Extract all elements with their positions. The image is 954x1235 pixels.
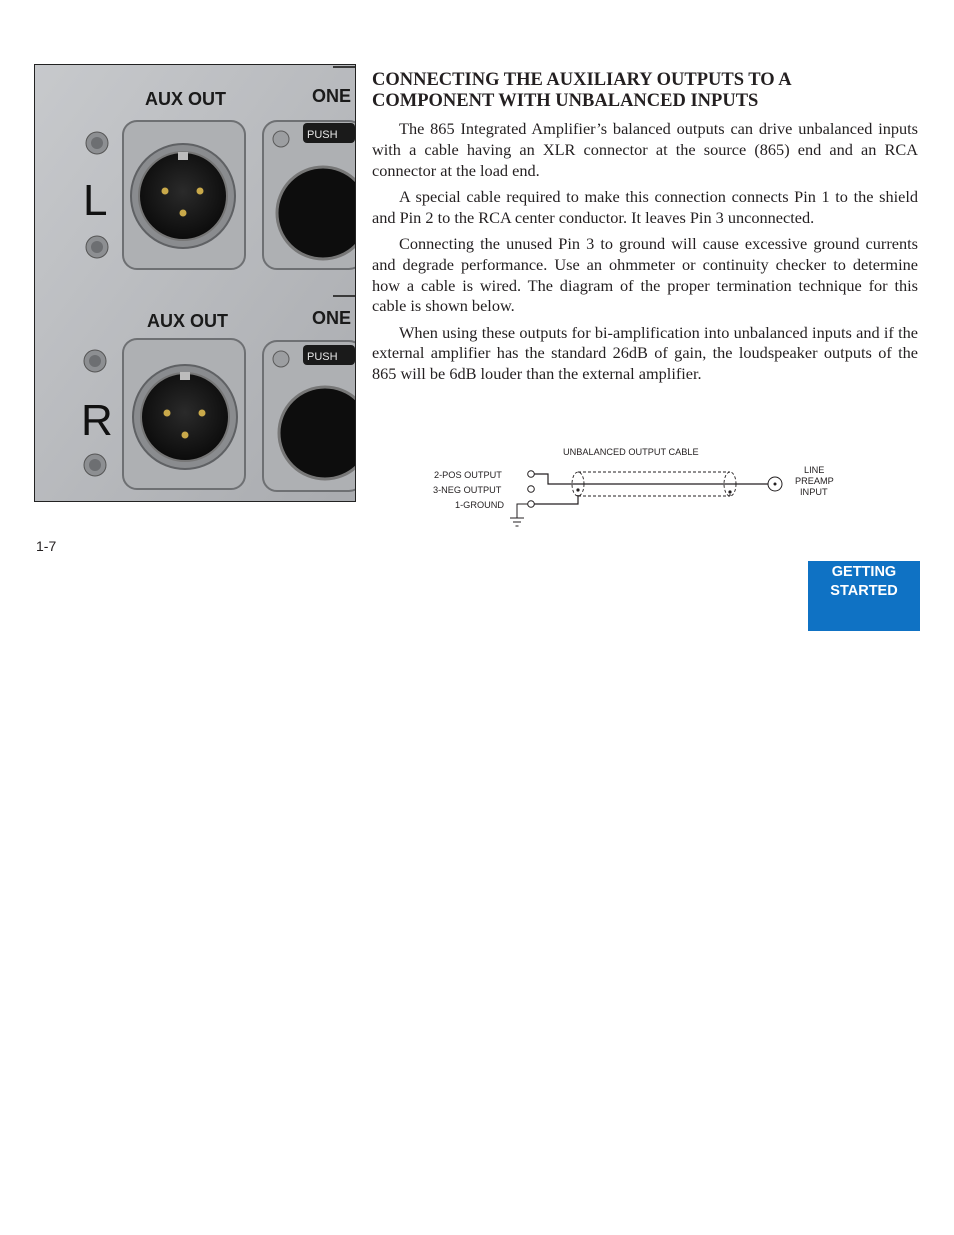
section-tab[interactable] (808, 561, 920, 631)
pin-1-terminal (528, 501, 535, 508)
body-text (372, 119, 918, 391)
pin-ground-label: 1-GROUND (455, 500, 505, 510)
top-aux-out-label: AUX OUT (145, 89, 226, 109)
left-channel-label: L (83, 176, 108, 225)
heading-line-1: CONNECTING THE AUXILIARY OUTPUTS TO A (372, 70, 792, 90)
section-tab-line-1: GETTING (831, 564, 897, 580)
section-heading (372, 70, 918, 112)
pin-2-terminal (528, 471, 535, 478)
rear-panel-photo (34, 64, 356, 502)
chassis-ground-wire (517, 504, 528, 518)
paragraph: The 865 Integrated Amplifier’s balanced outputs can drive unbalanced inputs with a cable having an XLR connector at the source (865) end and an RCA connector at the load end. (372, 119, 918, 180)
page-number: 1-7 (36, 538, 57, 554)
pin-pos-label: 2-POS OUTPUT (434, 470, 502, 480)
dest-label-line-2: PREAMP (795, 476, 834, 486)
pin-neg-label: 3-NEG OUTPUT (433, 485, 502, 495)
dest-label-line-3: INPUT (800, 487, 828, 497)
center-conductor-wire (534, 474, 770, 484)
heading-line-2: COMPONENT WITH UNBALANCED INPUTS (372, 91, 759, 111)
bottom-push-label: PUSH (307, 351, 338, 363)
top-push-label: PUSH (307, 129, 338, 141)
unbalanced-cable-diagram (420, 440, 850, 540)
diagram-title: UNBALANCED OUTPUT CABLE (563, 447, 699, 457)
paragraph: A special cable required to make this connection connects Pin 1 to the shield and Pin 2 to the RCA center conductor. It leaves Pin 3 unconnected. (372, 186, 918, 227)
paragraph: Connecting the unused Pin 3 to ground will cause excessive ground currents and degrade performance. Use an ohmmeter or continuity checker to determine how a cable is wired. The diagram of the proper termination technique for this cable is shown below. (372, 233, 918, 316)
pin-3-terminal (528, 486, 535, 493)
ground-to-shield-wire (534, 495, 578, 504)
right-channel-label: R (81, 396, 113, 445)
section-tab-line-2: STARTED (830, 583, 898, 599)
top-one-label: ONE (312, 86, 352, 106)
bottom-aux-out-label: AUX OUT (147, 311, 228, 331)
bottom-one-label: ONE (312, 308, 352, 328)
paragraph: When using these outputs for bi-amplification into unbalanced inputs and if the external amplifier has the standard 26dB of gain, the loudspeaker outputs of the 865 will be 6dB louder than the external amplifier. (372, 322, 918, 384)
dest-label-line-1: LINE (804, 465, 825, 475)
